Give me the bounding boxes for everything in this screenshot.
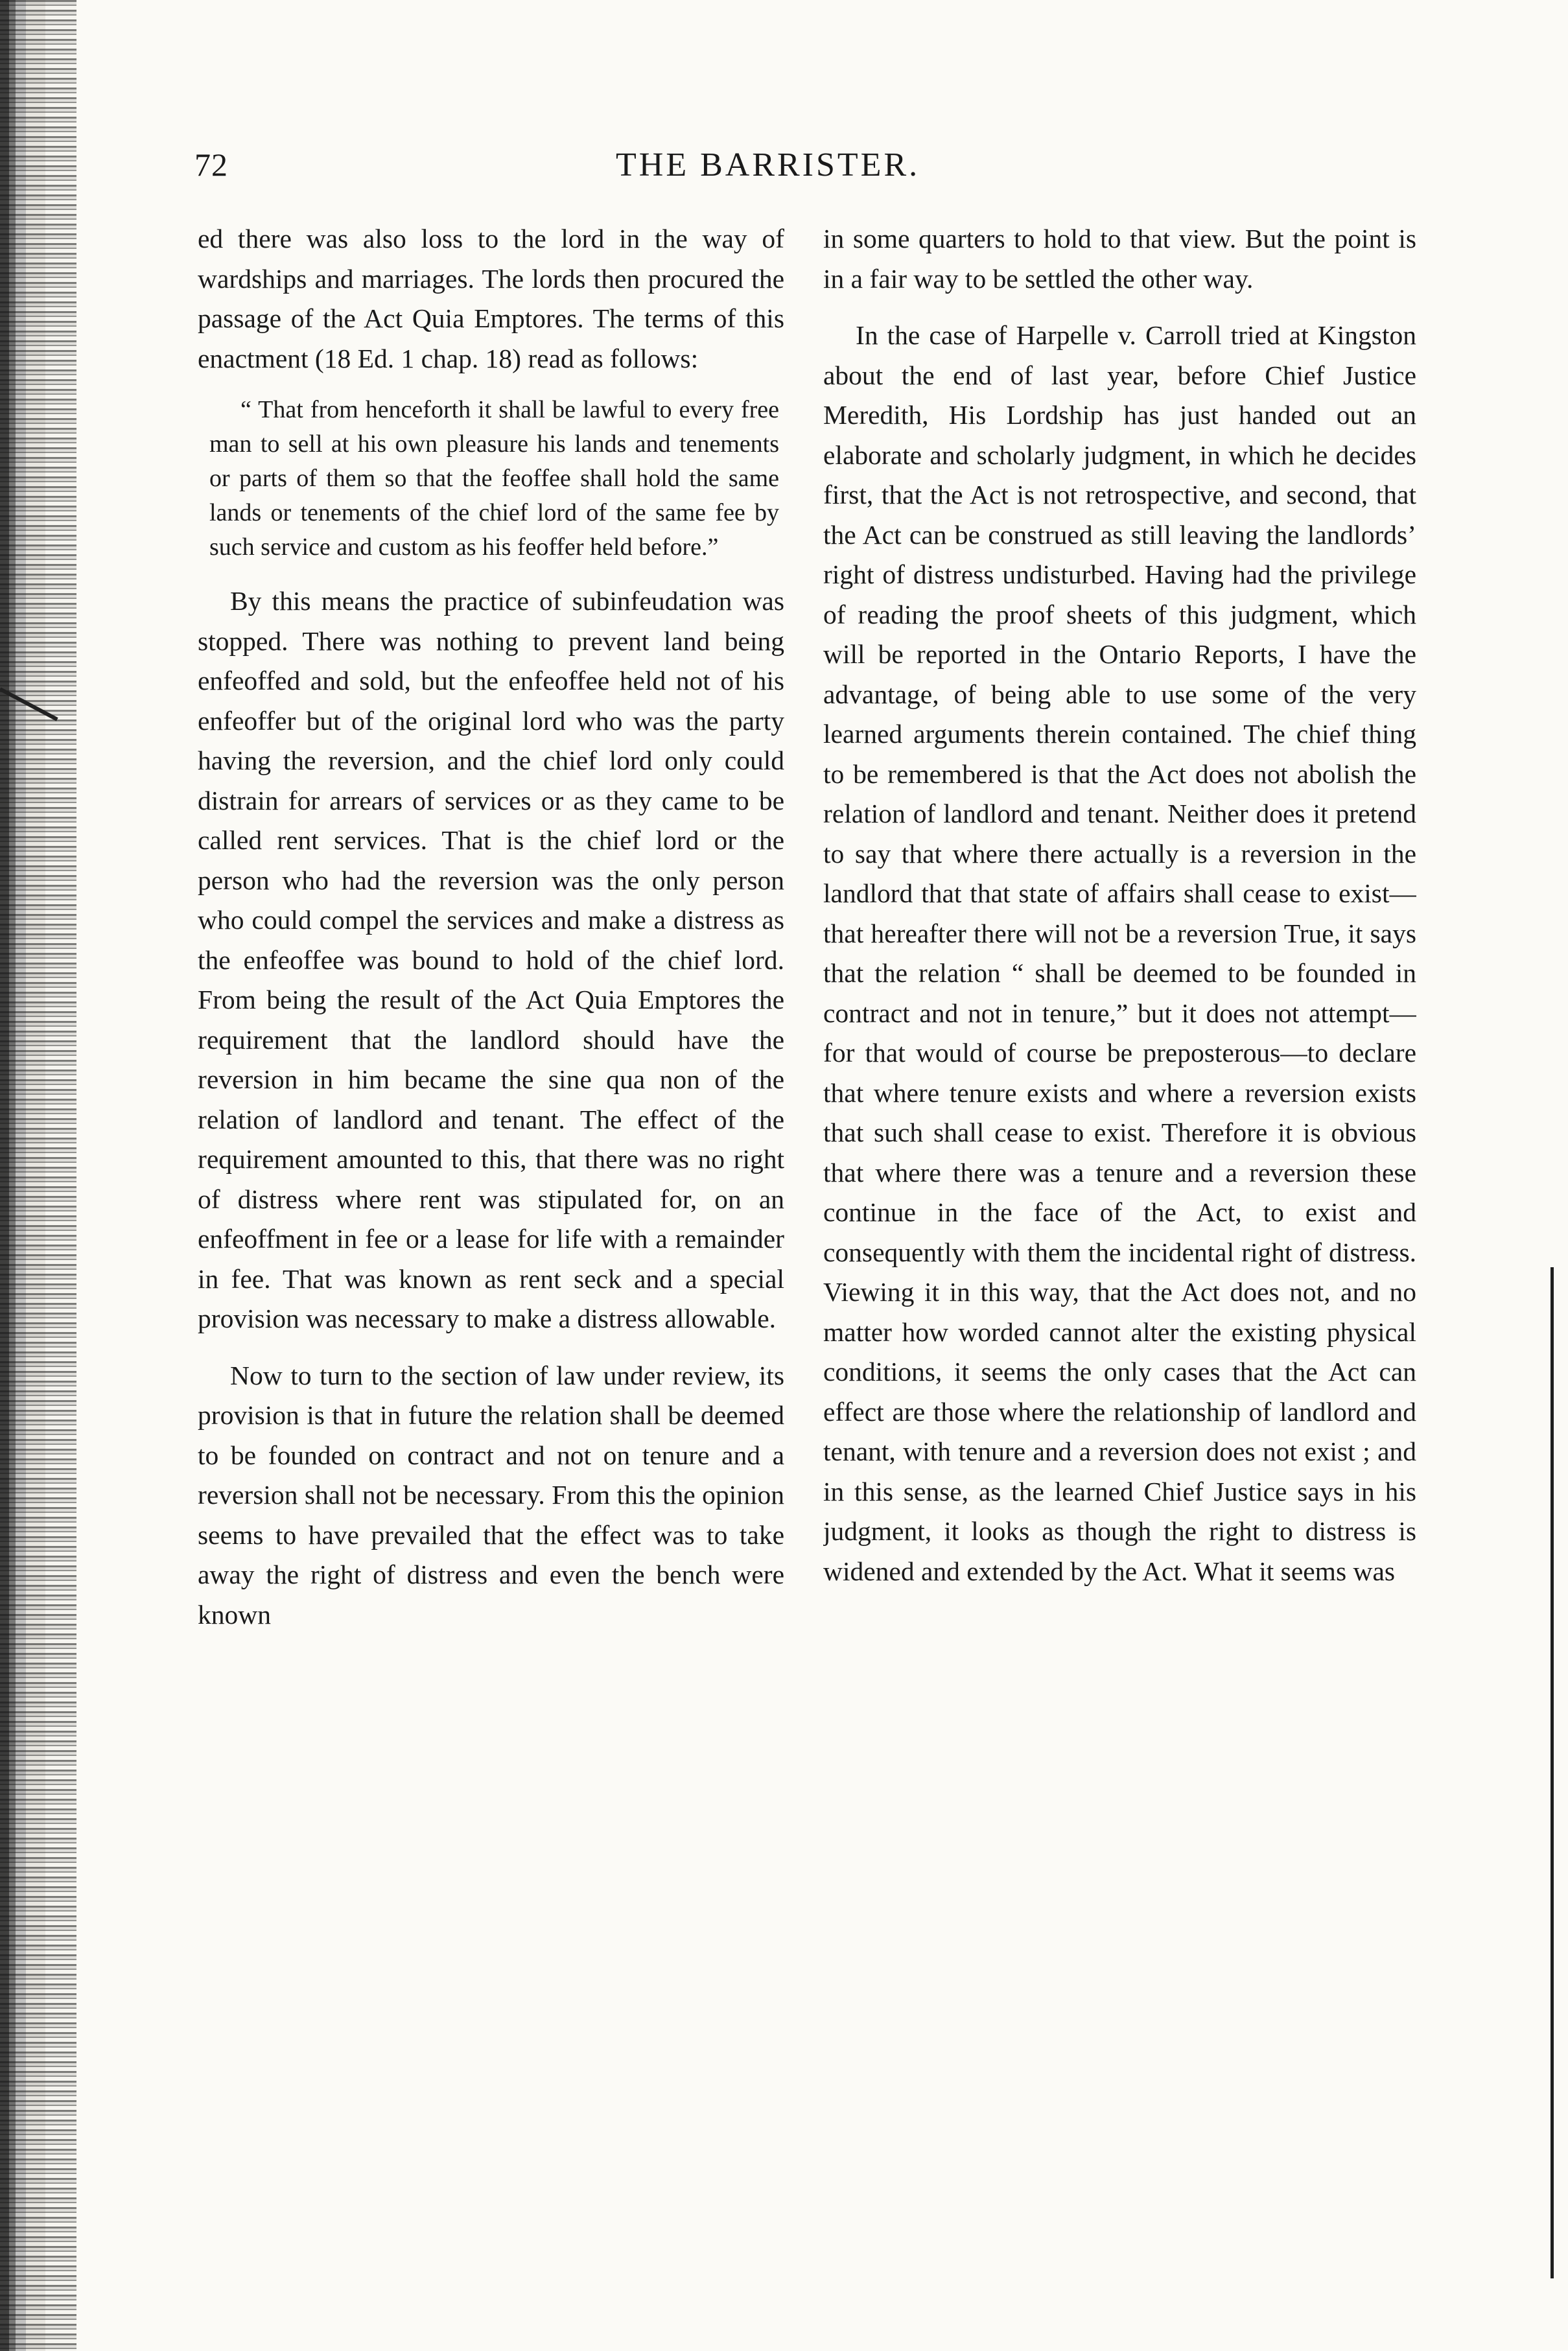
right-column <box>823 219 1416 2280</box>
right-paragraph-1: in some quarters to hold to that view. But the point is in a fair way to be settled the other way. <box>823 224 1416 294</box>
statute-quotation: “ That from henceforth it shall be lawful to every free man to sell at his own pleasure his lands and tenements or parts of them so that the feoffee shall hold the same lands or tenements of the chief lord of the same fee by such service and custom as his feoffer held before.” <box>209 396 779 561</box>
left-paragraph-3: Now to turn to the section of law under review, its provision is that in future the relation shall be deemed to be founded on contract and not on tenure and a reversion shall not be necessary. From this the opinion seems to have prevailed that the effect was to take away the right of distress and even the bench were known <box>198 1360 784 1630</box>
scan-margin-rule <box>1550 1267 1554 2278</box>
page-number: 72 <box>194 146 228 183</box>
left-paragraph-2: By this means the practice of subinfeudation was stopped. There was nothing to prevent land being enfeoffed and sold, but the enfeoffee held not of his enfeoffer but of the original lord who was the party having the reversion, and the chief lord only could distrain for arrears of services or as they came to be called rent services. That is the chief lord or the person who had the reversion was the only person who could compel the services and make a distress as the enfeoffee was bound to hold of the chief lord. From being the result of the Act Quia Emptores the requirement that the landlord should have the reversion in him became the sine qua non of the relation of landlord and tenant. The effect of the requirement amounted to this, that there was no right of distress where rent was stipulated for, on an enfeoffment in fee or a lease for life with a remainder in fee. That was known as rent seck and a special provision was necessary to make a distress allowable. <box>198 586 784 1333</box>
right-paragraph-2: In the case of Harpelle v. Carroll tried at Kingston about the end of last year, before Chief Justice Meredith, His Lordship has just handed out an elaborate and scholarly judgment, in which he decides first, that the Act is not retrospective, and second, that the Act can be construed as still leaving the landlords’ right of distress undisturbed. Having had the privilege of reading the proof sheets of this judgment, which will be reported in the Ontario Reports, I have the advantage, of being able to use some of the very learned arguments therein contained. The chief thing to be remembered is that the Act does not abolish the relation of landlord and tenant. Neither does it pretend to say that where there actually is a reversion in the landlord that that state of affairs shall cease to exist—that hereafter there will not be a reversion True, it says that the relation “ shall be deemed to be founded in contract and not in tenure,” but it does not attempt—for that would of course be preposterous—to declare that where tenure exists and where a reversion exists that such shall cease to exist. Therefore it is obvious that where there was a tenure and a reversion these continue in the face of the Act, to exist and consequently with them the incidental right of distress. Viewing it in this way, that the Act does not, and no matter how worded cannot alter the existing physical conditions, it seems the only cases that the Act can effect are those where the relationship of landlord and tenant, with tenure and a reversion does not exist ; and in this sense, as the learned Chief Justice says in his judgment, it looks as though the right to distress is widened and extended by the Act. What it seems was <box>823 320 1416 1586</box>
left-column <box>198 219 784 2280</box>
scan-binding-edge <box>0 0 76 2351</box>
running-head: THE BARRISTER. <box>616 146 920 183</box>
left-paragraph-1: ed there was also loss to the lord in the way of wardships and marriages. The lords then procured the passage of the Act Quia Emptores. The terms of this enactment (18 Ed. 1 chap. 18) read as follows: <box>198 224 784 373</box>
page-header <box>194 146 1413 198</box>
